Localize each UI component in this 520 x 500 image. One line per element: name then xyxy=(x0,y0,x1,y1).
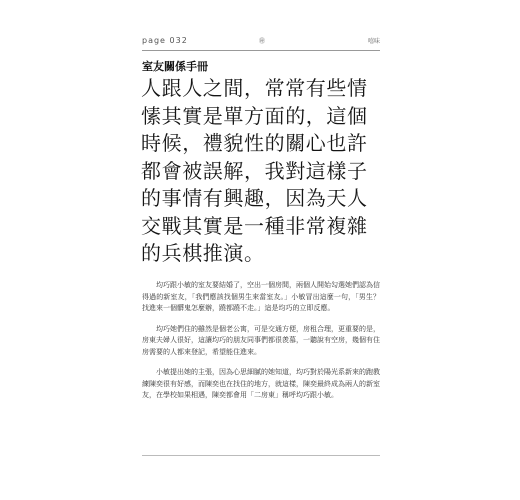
running-header xyxy=(142,36,380,51)
headline-line: 交戰其實是一種非常複雜 xyxy=(141,213,368,238)
body-paragraph: 均巧她們住的雖然是個老公寓，可是交通方便，房租合理，更重要的是，房東夫婦人很好，這讓均巧的朋友同事們都很羨慕，一聽說有空房，幾個有住房需要的人都來登記，希望能住進來。 xyxy=(142,324,380,356)
headline-line: 的事情有興趣，因為天人 xyxy=(141,186,368,210)
pull-quote-headline xyxy=(141,75,381,268)
page-number: page 032 xyxy=(142,36,188,45)
body-paragraph: 小敏提出她的主張，因為心思細膩的她知道，均巧對於陽光系新來的跑教練陳奕很有好感，而陳奕也在找住的地方，就這樣，陳奕最終成為兩人的新室友，在學校如果相遇，陳奕都會用「二房東」稱呼均巧跟小敏。 xyxy=(142,368,380,399)
headline-line: 人跟人之間，常常有些情 xyxy=(141,76,368,100)
headline-line: 時候，禮貌性的關心也許 xyxy=(141,131,368,155)
headline-line: 的兵棋推演。 xyxy=(141,241,265,265)
headline-line: 都會被誤解，我對這樣子 xyxy=(141,158,368,183)
header-center-mark: ㊙ xyxy=(259,38,266,45)
body-text xyxy=(142,280,380,411)
body-paragraph: 均巧跟小敏的室友要結婚了，空出一個房間，兩個人開始勾選她們認為信得過的新室友，「我們應該找個男生來當室友。」小敏冒出這麼一句，「男生？找進來一個髒鬼怎麼辦，蹺都蹺不走。」這是均巧的立即反應。 xyxy=(142,281,380,312)
header-right-mark: 嘻味 xyxy=(367,38,380,45)
section-title: 室友關係手冊 xyxy=(142,60,208,73)
headline-line: 愫其實是單方面的，這個 xyxy=(141,103,368,128)
bottom-divider xyxy=(142,455,380,456)
